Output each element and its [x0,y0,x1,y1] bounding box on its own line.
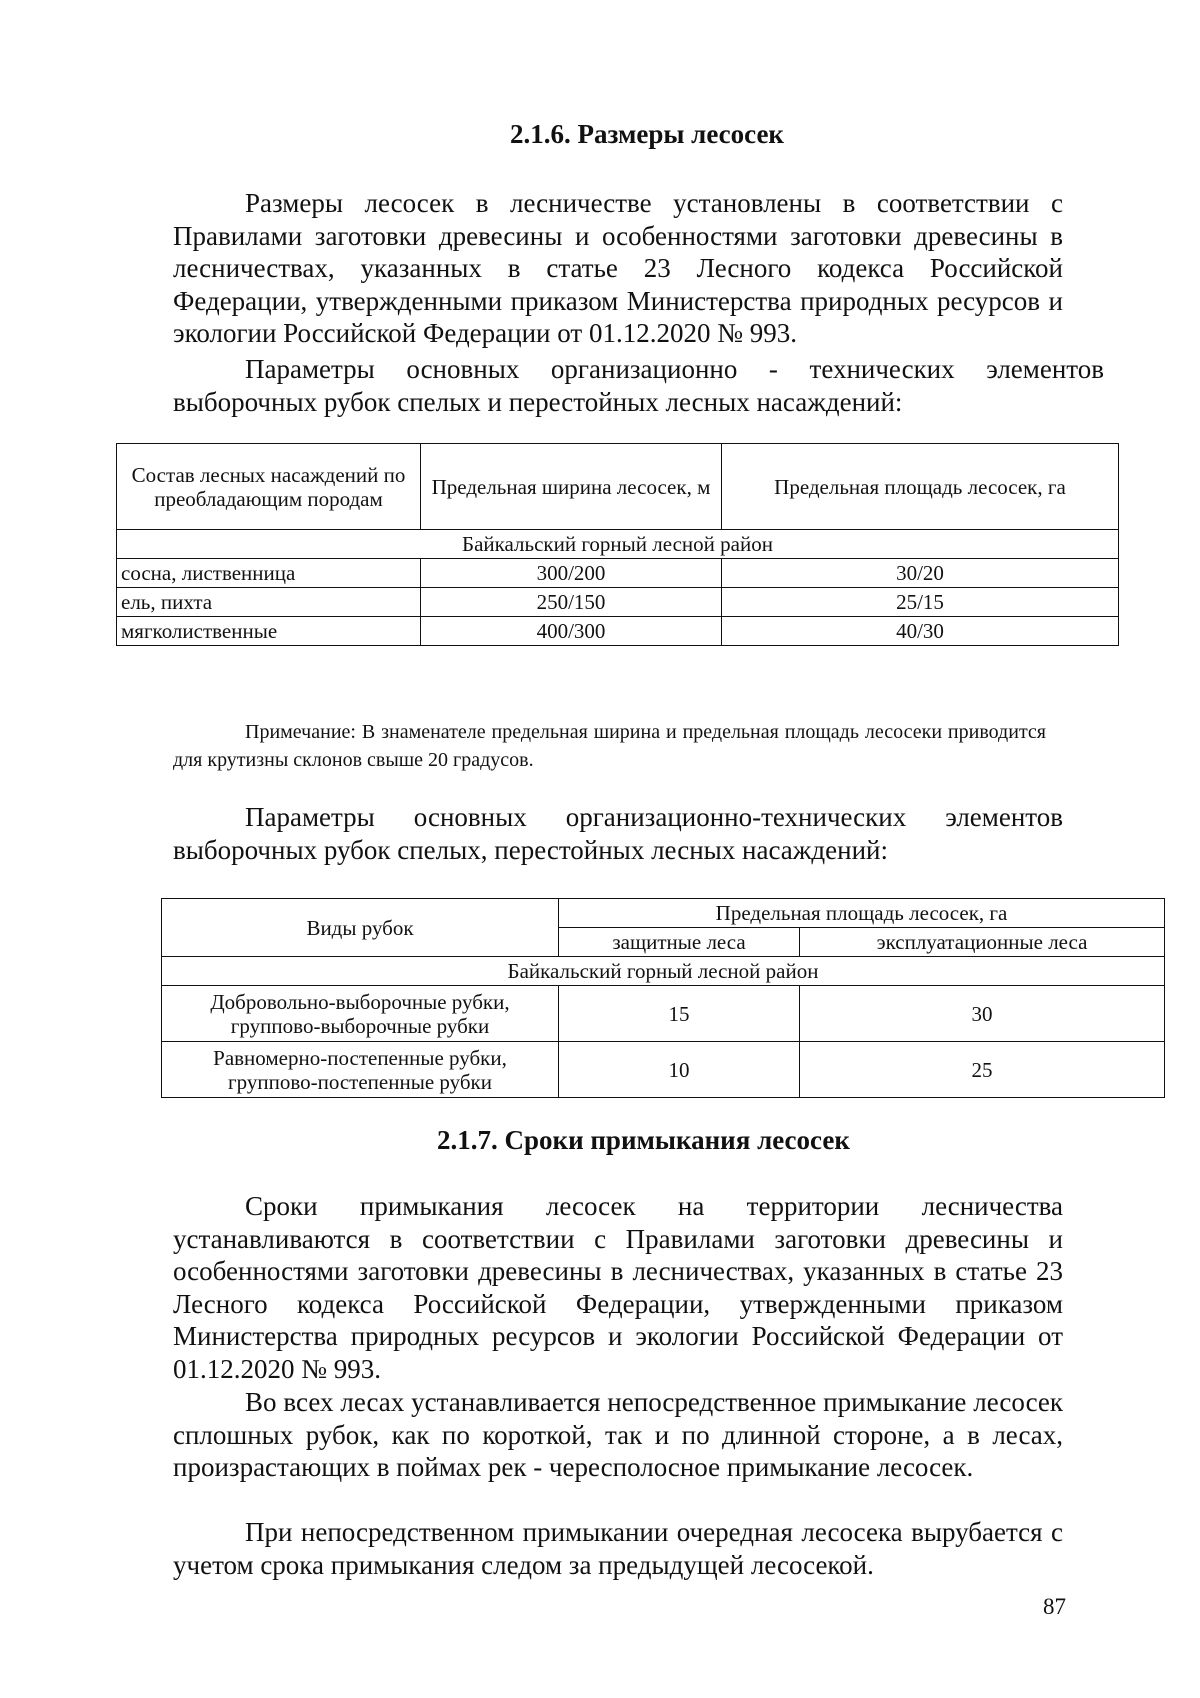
cutting-type-cell: Добровольно-выборочные рубки, групповo-выборочные рубки [162,986,559,1042]
header-max-area: Предельная площадь лесосек, га [559,899,1165,928]
table-row [117,617,1119,646]
exploitation-value-cell: 25 [800,1042,1165,1098]
area-cell: 25/15 [722,588,1119,617]
table-header-row [117,444,1119,530]
protective-value-cell: 10 [559,1042,800,1098]
section-heading-2-1-6: 2.1.6. Размеры лесосек [510,119,784,149]
header-max-width: Предельная ширина лесосек, м [421,444,722,530]
page-number: 87 [1043,1594,1066,1619]
section-heading-2-1-7: 2.1.7. Сроки примыкания лесосек [437,1125,850,1155]
table-selective-cutting-limits [161,898,1165,1098]
table-note: Примечание: В знаменателе предельная ширина и предельная площадь лесосеки приводится для крутизны склонов свыше 20 градусов. [173,721,1046,771]
table-row [162,1042,1165,1098]
table-row [117,559,1119,588]
paragraph-parameters-intro: Параметры основных организационно - технических элементов выборочных рубок спелых и перестойных лесных насаждений: [173,354,1104,417]
paragraph-adjacency-order: При непосредственном примыкании очередная лесосека вырубается с учетом срока примыкания следом за предыдущей лесосекой. [173,1517,1063,1580]
table-region-row [162,957,1165,986]
species-cell: сосна, лиственница [117,559,421,588]
width-cell: 300/200 [421,559,722,588]
width-cell: 250/150 [421,588,722,617]
region-label: Байкальский горный лесной район [117,530,1119,559]
area-cell: 40/30 [722,617,1119,646]
paragraph-cutting-area-sizes: Размеры лесосек в лесничестве установлены в соответствии с Правилами заготовки древесины и особенностями заготовки древесины в лесничествах, указанных в статье 23 Лесного кодекса Российской Федерации, утвержденными приказом Министерства природных ресурсов и экологии Российской Федерации от 01.12.2020 № 993. [173,188,1063,349]
area-cell: 30/20 [722,559,1119,588]
header-exploitation-forests: эксплуатационные леса [800,928,1165,957]
table-header-row [162,899,1165,928]
table-row [162,986,1165,1042]
header-protective-forests: защитные леса [559,928,800,957]
header-max-area: Предельная площадь лесосек, га [722,444,1119,530]
region-label: Байкальский горный лесной район [162,957,1165,986]
paragraph-direct-adjacency: Во всех лесах устанавливается непосредственное примыкание лесосек сплошных рубок, как по короткой, так и по длинной стороне, а в лесах, произрастающих в поймах рек - чересполосное примыкание лесосек. [173,1387,1063,1483]
table-cutting-area-limits [116,443,1119,646]
protective-value-cell: 15 [559,986,800,1042]
cutting-type-cell: Равномерно-постепенные рубки, группово-постепенные рубки [162,1042,559,1098]
species-cell: ель, пихта [117,588,421,617]
table-row [117,588,1119,617]
table-region-row [117,530,1119,559]
width-cell: 400/300 [421,617,722,646]
header-composition: Состав лесных насаждений по преобладающим породам [117,444,421,530]
paragraph-selective-cutting-intro: Параметры основных организационно-технических элементов выборочных рубок спелых, перестойных лесных насаждений: [173,802,1063,865]
exploitation-value-cell: 30 [800,986,1165,1042]
paragraph-adjacency-terms: Сроки примыкания лесосек на территории лесничества устанавливаются в соответствии с Правилами заготовки древесины и особенностями заготовки древесины в лесничествах, указанных в статье 23 Лесного кодекса Российской Федерации, утвержденными приказом Министерства природных ресурсов и экологии Российской Федерации от 01.12.2020 № 993. [173,1191,1063,1384]
species-cell: мягколиственные [117,617,421,646]
header-cutting-type: Виды рубок [162,899,559,957]
